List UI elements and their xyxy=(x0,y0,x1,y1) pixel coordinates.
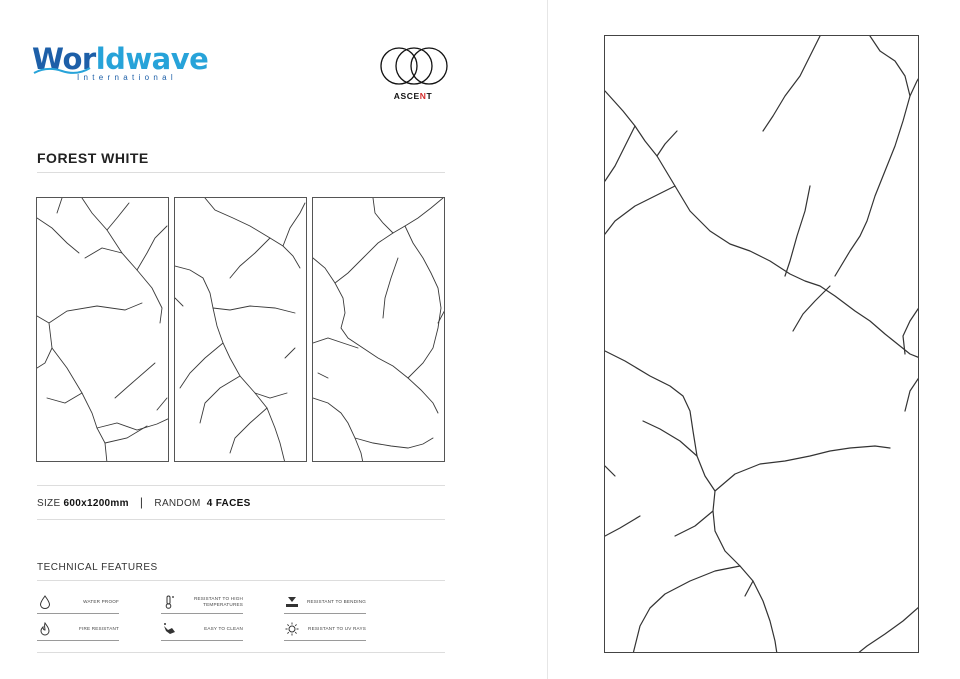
face-3 xyxy=(312,197,445,462)
bending-press-icon xyxy=(285,595,299,609)
feature-label: WATER PROOF xyxy=(83,599,119,604)
logo-subtitle: International xyxy=(77,73,177,82)
feature-uv-rays xyxy=(284,619,366,641)
bottom-divider xyxy=(37,652,445,653)
size-separator: | xyxy=(139,495,144,509)
size-label: SIZE xyxy=(37,498,61,509)
face-2-veins xyxy=(175,198,307,462)
faces-value: 4 FACES xyxy=(206,498,251,509)
faces-divider xyxy=(37,485,445,486)
thermometer-icon xyxy=(162,595,176,609)
large-tile-veins xyxy=(605,36,919,653)
brand-name-part-a: ASCE xyxy=(393,91,420,101)
feature-easy-to-clean xyxy=(161,619,243,641)
brand-name xyxy=(378,91,448,101)
size-divider xyxy=(37,519,445,520)
face-1-veins xyxy=(37,198,169,462)
fire-icon xyxy=(38,622,52,636)
feature-fire-resistant xyxy=(37,619,119,641)
size-value: 600x1200mm xyxy=(63,498,129,509)
feature-bending xyxy=(284,592,366,614)
technical-features-title: TECHNICAL FEATURES xyxy=(37,562,158,573)
worldwave-logo xyxy=(32,42,209,84)
feature-label: RESISTANT TO UV RAYS xyxy=(308,626,366,631)
large-tile-preview xyxy=(604,35,919,653)
water-drop-icon xyxy=(38,595,52,609)
feature-label: RESISTANT TO HIGH TEMPERATURES xyxy=(193,596,243,607)
logo-word-part-a: Wor xyxy=(32,42,96,76)
technical-divider xyxy=(37,580,445,581)
feature-high-temperatures xyxy=(161,592,243,614)
feature-label: RESISTANT TO BENDING xyxy=(306,599,366,604)
sun-icon xyxy=(285,622,299,636)
face-3-veins xyxy=(313,198,445,462)
feature-label: EASY TO CLEAN xyxy=(204,626,243,631)
product-title: FOREST WHITE xyxy=(37,150,149,166)
ascent-brand xyxy=(378,44,450,106)
title-divider xyxy=(37,172,445,173)
ascent-rings-icon xyxy=(380,44,448,90)
random-label: RANDOM xyxy=(154,498,201,509)
feature-label: FIRE RESISTANT xyxy=(79,626,119,631)
brand-name-accent: N xyxy=(419,91,427,101)
cleaning-hand-icon xyxy=(162,622,176,636)
logo-word-part-b: ldwave xyxy=(95,42,209,76)
brand-name-part-c: T xyxy=(426,91,433,101)
page-divider xyxy=(547,0,548,679)
face-1 xyxy=(36,197,169,462)
face-2 xyxy=(174,197,307,462)
feature-water-proof xyxy=(37,592,119,614)
size-row xyxy=(37,495,251,509)
